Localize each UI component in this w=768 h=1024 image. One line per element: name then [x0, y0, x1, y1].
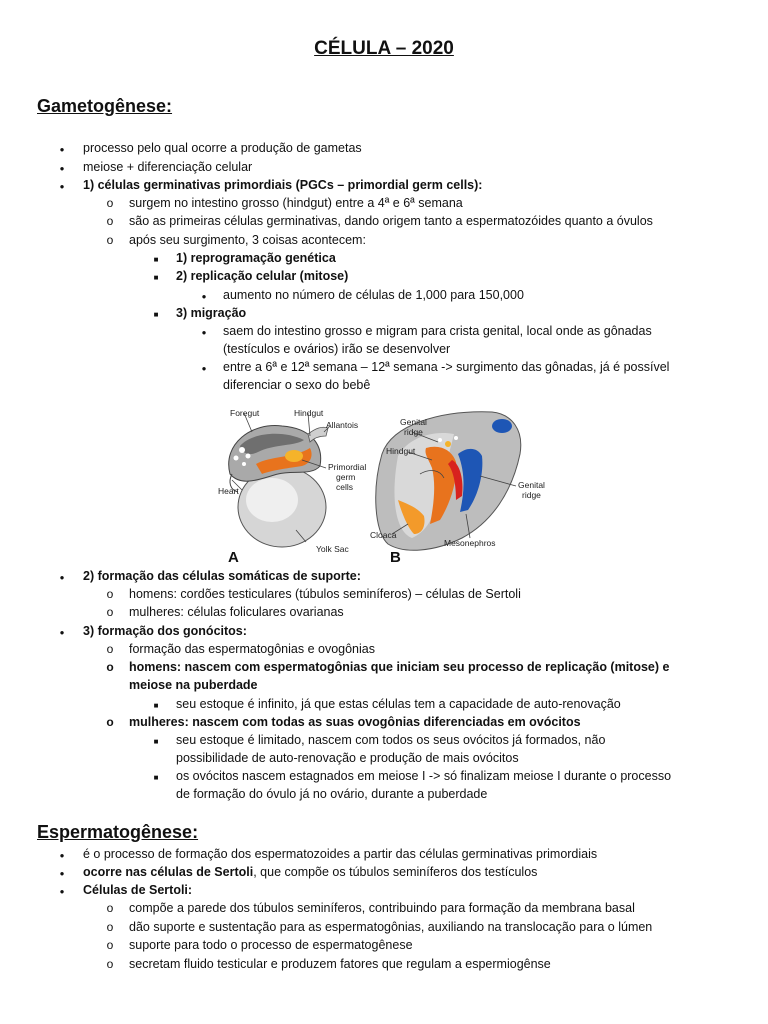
bullet-circle-icon: [104, 918, 116, 936]
list-item: surgem no intestino grosso (hindgut) entre a 4ª e 6ª semana: [129, 196, 463, 210]
section-heading-espermatogenese: Espermatogênese:: [37, 822, 199, 842]
list-item: seu estoque é limitado, nascem com todos os seus ovócitos já formados, não: [176, 733, 606, 747]
bullet-circle-icon: [104, 231, 116, 249]
label-germ: germ: [336, 472, 356, 482]
bullet-circle-icon: [104, 640, 116, 658]
bullet-dot-icon: [56, 845, 68, 865]
list-item: saem do intestino grosso e migram para crista genital, local onde as gônadas: [223, 324, 652, 338]
bullet-circle-icon: [104, 585, 116, 603]
embryo-figure: [212, 404, 545, 566]
list-item: [83, 863, 537, 881]
panel-a-drawing: [229, 413, 330, 547]
list-item: seu estoque é infinito, já que estas células tem a capacidade de auto-renovação: [176, 697, 621, 711]
list-item: homens: cordões testiculares (túbulos seminíferos) – células de Sertoli: [129, 587, 521, 601]
bullet-dot-icon: [56, 176, 68, 196]
list-item-rest: , que compõe os túbulos seminíferos dos testículos: [253, 865, 538, 879]
label-allantois: Allantois: [326, 420, 359, 430]
list-item: mulheres: nascem com todas as suas ovogônias diferenciadas em ovócitos: [129, 715, 581, 729]
list-item-continuation: (testículos e ovários) irão se desenvolver: [223, 342, 451, 356]
bullet-dot-icon: [56, 863, 68, 883]
list-item: meiose + diferenciação celular: [83, 160, 253, 174]
label-genital-ridge-right: Genital: [518, 480, 545, 490]
list-item: após seu surgimento, 3 coisas acontecem:: [129, 233, 366, 247]
list-item: os ovócitos nascem estagnados em meiose I -> só finalizam meiose I durante o processo: [176, 769, 672, 783]
list-item: Células de Sertoli:: [83, 883, 193, 897]
section-heading-gametogenese: Gametogênese:: [37, 96, 173, 116]
list-item: processo pelo qual ocorre a produção de gametas: [83, 141, 362, 155]
list-item: 1) reprogramação genética: [176, 251, 336, 265]
bullet-dot-icon: [56, 881, 68, 901]
list-item: 3) migração: [176, 306, 247, 320]
bullet-dot-icon: [56, 139, 68, 159]
label-hindgut-b: Hindgut: [386, 446, 416, 456]
label-mesonephros: Mesonephros: [444, 538, 496, 548]
bullet-square-icon: [150, 304, 162, 324]
list-item: 2) formação das células somáticas de suporte:: [83, 569, 361, 583]
list-item-continuation: de formação do óvulo já no ovário, durante a puberdade: [176, 787, 488, 801]
bullet-dot-icon: [198, 358, 210, 378]
label-heart: Heart: [218, 486, 239, 496]
label-primordial: Primordial: [328, 462, 367, 472]
bullet-dot-icon: [56, 622, 68, 642]
bullet-circle-icon: [104, 936, 116, 954]
bullet-dot-icon: [198, 322, 210, 342]
bullet-square-icon: [150, 267, 162, 287]
bullet-square-icon: [150, 249, 162, 269]
bullet-circle-icon: [104, 603, 116, 621]
list-item-continuation: diferenciar o sexo do bebê: [223, 378, 371, 392]
list-item-continuation: meiose na puberdade: [129, 678, 258, 692]
label-genital-ridge-top-2: ridge: [404, 427, 423, 437]
label-hindgut: Hindgut: [294, 408, 324, 418]
bullet-circle-icon: [104, 212, 116, 230]
list-item-continuation: possibilidade de auto-renovação e produção de mais ovócitos: [176, 751, 519, 765]
list-item: é o processo de formação dos espermatozoides a partir das células germinativas primordiais: [83, 847, 598, 861]
bullet-circle-icon: [104, 899, 116, 917]
bullet-dot-icon: [56, 158, 68, 178]
bullet-circle-icon: [104, 955, 116, 973]
bullet-square-icon: [150, 731, 162, 751]
label-foregut: Foregut: [230, 408, 260, 418]
bullet-circle-icon: [104, 658, 116, 676]
label-cloaca: Cloaca: [370, 530, 397, 540]
list-item-bold-part: ocorre nas células de Sertoli: [83, 865, 254, 879]
list-item: entre a 6ª e 12ª semana – 12ª semana -> surgimento das gônadas, já é possível: [223, 360, 670, 374]
list-item: dão suporte e sustentação para as espermatogônias, auxiliando na translocação para o lúmen: [129, 920, 653, 934]
list-item: aumento no número de células de 1,000 para 150,000: [223, 288, 524, 302]
list-item: formação das espermatogônias e ovogônias: [129, 642, 375, 656]
embryo-illustration: [212, 404, 545, 566]
bullet-circle-icon: [104, 194, 116, 212]
panel-a-letter: A: [228, 549, 239, 566]
label-cells: cells: [336, 482, 354, 492]
bullet-circle-icon: [104, 713, 116, 731]
list-item: 2) replicação celular (mitose): [176, 269, 349, 283]
list-item: 3) formação dos gonócitos:: [83, 624, 247, 638]
bullet-square-icon: [150, 695, 162, 715]
list-item: compõe a parede dos túbulos seminíferos, contribuindo para formação da membrana basal: [129, 901, 635, 915]
list-item: mulheres: células foliculares ovarianas: [129, 605, 344, 619]
label-yolk-sac: Yolk Sac: [316, 544, 349, 554]
list-item: homens: nascem com espermatogônias que iniciam seu processo de replicação (mitose) e: [129, 660, 670, 674]
list-item: são as primeiras células germinativas, dando origem tanto a espermatozóides quanto a óvulos: [129, 214, 653, 228]
list-item: 1) células germinativas primordiais (PGCs – primordial germ cells):: [83, 178, 483, 192]
panel-b-letter: B: [390, 549, 401, 566]
label-genital-ridge-right-2: ridge: [522, 490, 541, 500]
document-title: CÉLULA – 2020: [314, 38, 454, 59]
list-item: secretam fluido testicular e produzem fatores que regulam a espermiogênse: [129, 957, 551, 971]
bullet-dot-icon: [198, 286, 210, 306]
label-genital-ridge-top: Genital: [400, 417, 427, 427]
bullet-square-icon: [150, 767, 162, 787]
bullet-dot-icon: [56, 567, 68, 587]
list-item: suporte para todo o processo de espermatogênese: [129, 938, 413, 952]
panel-b-drawing: [376, 412, 521, 550]
